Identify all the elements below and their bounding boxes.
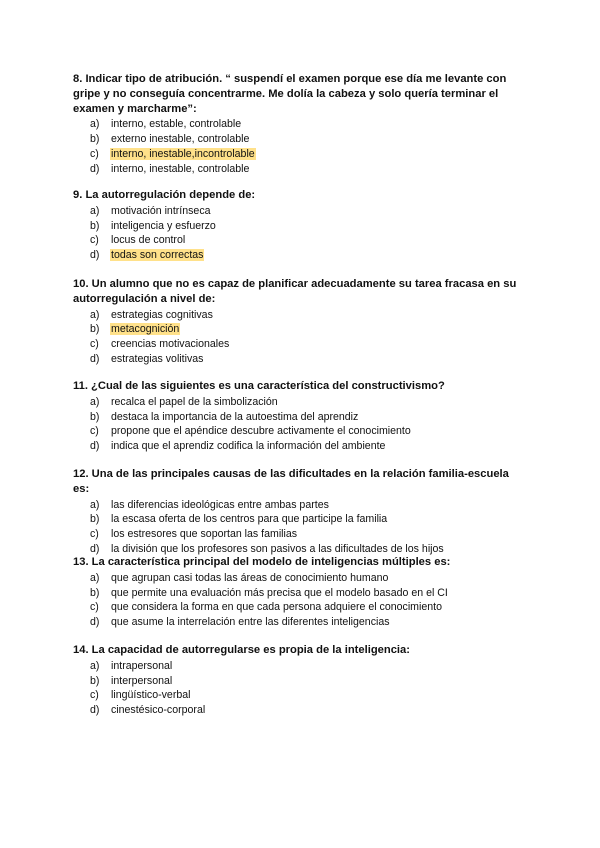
options-list [73, 117, 523, 176]
option-d-highlighted [73, 248, 523, 263]
option-text: interpersonal [111, 674, 173, 687]
option-b-highlighted [73, 322, 523, 337]
option-b [73, 410, 523, 425]
question-11 [73, 379, 523, 454]
option-a [73, 395, 523, 410]
question-text: 12. Una de las principales causas de las dificultades en la relación familia-escuela es: [73, 468, 509, 495]
option-letter: d) [90, 440, 100, 453]
question-14 [73, 643, 523, 718]
option-letter: c) [90, 425, 99, 438]
option-c [73, 688, 523, 703]
question-text: 14. La capacidad de autorregularse es propia de la inteligencia: [73, 644, 410, 656]
option-text: interno, estable, controlable [111, 118, 242, 131]
option-text: intrapersonal [111, 659, 173, 672]
option-letter: d) [90, 542, 100, 555]
option-letter: a) [90, 659, 100, 672]
option-text: cinestésico-corporal [111, 704, 206, 717]
option-a [73, 204, 523, 219]
option-letter: b) [90, 133, 100, 146]
option-letter: c) [90, 689, 99, 702]
options-list [73, 204, 523, 263]
options-list [73, 308, 523, 367]
option-text: que considera la forma en que cada persona adquiere el conocimiento [111, 601, 442, 614]
option-letter: a) [90, 571, 100, 584]
option-text: la división que los profesores son pasivos a las dificultades de los hijos [111, 542, 444, 555]
options-list [73, 498, 523, 557]
option-c [73, 424, 523, 439]
question-text: 9. La autorregulación depende de: [73, 189, 256, 201]
option-d [73, 352, 523, 367]
question-12 [73, 467, 523, 557]
option-c [73, 600, 523, 615]
option-a [73, 659, 523, 674]
question-text: 10. Un alumno que no es capaz de planificar adecuadamente su tarea fracasa en su autorregulación a nivel de: [73, 278, 517, 305]
option-text: metacognición [111, 323, 180, 336]
option-letter: c) [90, 234, 99, 247]
option-d [73, 162, 523, 177]
option-text: propone que el apéndice descubre activamente el conocimiento [111, 425, 411, 438]
option-text: que agrupan casi todas las áreas de conocimiento humano [111, 571, 389, 584]
option-text: estrategias volitivas [111, 352, 204, 365]
option-letter: c) [90, 147, 99, 160]
option-b [73, 674, 523, 689]
option-b [73, 586, 523, 601]
option-text: todas son correctas [111, 249, 204, 262]
question-text: 8. Indicar tipo de atribución. “ suspendí el examen porque ese día me levante con gripe y no conseguía concentrarme. Me dolía la cabeza y solo quería terminar el examen y marcharme”: [73, 73, 507, 115]
options-list [73, 571, 523, 630]
option-text: indica que el aprendiz codifica la información del ambiente [111, 440, 386, 453]
option-d [73, 615, 523, 630]
question-9 [73, 188, 523, 263]
options-list [73, 659, 523, 718]
option-text: inteligencia y esfuerzo [111, 219, 216, 232]
question-text: 13. La característica principal del modelo de inteligencias múltiples es: [73, 556, 451, 568]
option-a [73, 308, 523, 323]
question-10 [73, 277, 523, 367]
option-letter: b) [90, 323, 100, 336]
option-c [73, 233, 523, 248]
option-text: motivación intrínseca [111, 204, 211, 217]
option-letter: b) [90, 410, 100, 423]
question-13 [73, 555, 523, 630]
option-text: los estresores que soportan las familias [111, 528, 298, 541]
option-a [73, 571, 523, 586]
option-b [73, 512, 523, 527]
option-letter: c) [90, 528, 99, 541]
option-text: creencias motivacionales [111, 338, 230, 351]
option-letter: d) [90, 704, 100, 717]
option-b [73, 219, 523, 234]
option-text: destaca la importancia de la autoestima del aprendiz [111, 410, 359, 423]
option-c [73, 337, 523, 352]
option-letter: b) [90, 513, 100, 526]
question-text: 11. ¿Cual de las siguientes es una característica del constructivismo? [73, 380, 445, 392]
option-a [73, 117, 523, 132]
option-letter: d) [90, 352, 100, 365]
option-letter: d) [90, 249, 100, 262]
options-list [73, 395, 523, 454]
option-letter: a) [90, 395, 100, 408]
option-letter: c) [90, 338, 99, 351]
option-text: externo inestable, controlable [111, 133, 250, 146]
option-text: estrategias cognitivas [111, 308, 213, 321]
option-text: interno, inestable,incontrolable [111, 147, 255, 160]
option-text: lingüístico-verbal [111, 689, 191, 702]
option-letter: b) [90, 674, 100, 687]
option-text: que asume la interrelación entre las diferentes inteligencias [111, 616, 390, 629]
option-letter: c) [90, 601, 99, 614]
option-c [73, 527, 523, 542]
option-text: la escasa oferta de los centros para que participe la familia [111, 513, 388, 526]
option-letter: b) [90, 219, 100, 232]
option-letter: a) [90, 308, 100, 321]
option-letter: d) [90, 162, 100, 175]
option-d [73, 439, 523, 454]
option-text: interno, inestable, controlable [111, 162, 250, 175]
question-8 [73, 72, 523, 177]
option-c-highlighted [73, 147, 523, 162]
option-b [73, 132, 523, 147]
option-a [73, 498, 523, 513]
option-letter: a) [90, 498, 100, 511]
option-letter: b) [90, 586, 100, 599]
option-text: locus de control [111, 234, 186, 247]
option-text: recalca el papel de la simbolización [111, 395, 278, 408]
option-letter: a) [90, 204, 100, 217]
option-text: las diferencias ideológicas entre ambas partes [111, 498, 329, 511]
option-text: que permite una evaluación más precisa que el modelo basado en el CI [111, 586, 448, 599]
option-letter: d) [90, 616, 100, 629]
option-d [73, 703, 523, 718]
option-letter: a) [90, 118, 100, 131]
